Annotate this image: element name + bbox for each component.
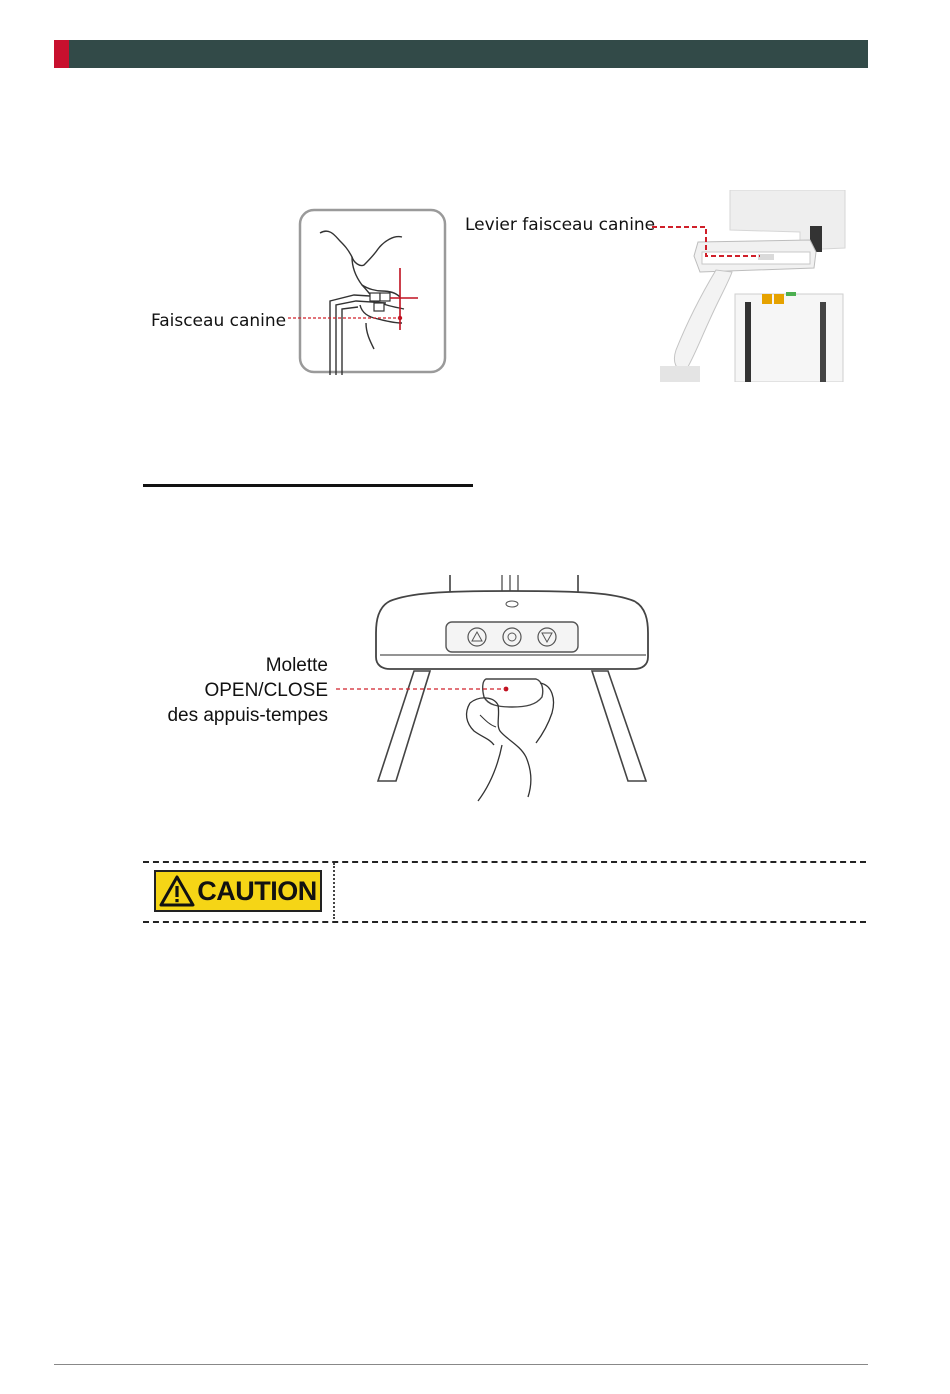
knob-label-line-3: des appuis-tempes <box>167 705 328 726</box>
canine-beam-lever-photo <box>660 190 850 382</box>
temple-support-knob-label <box>140 653 328 728</box>
face-profile-illustration <box>290 205 450 377</box>
warning-triangle-icon <box>159 875 195 907</box>
temple-support-knob-leader-line <box>336 683 508 695</box>
knob-label-line-2: OPEN/CLOSE <box>204 680 328 701</box>
caution-badge <box>154 870 322 912</box>
header-accent <box>54 40 69 68</box>
caution-divider <box>333 863 335 919</box>
canine-beam-leader-line <box>288 312 403 324</box>
canine-beam-lever-leader-line <box>652 220 664 234</box>
caution-label: CAUTION <box>197 875 317 906</box>
header-bar <box>54 40 868 68</box>
section-heading-underline <box>143 484 473 487</box>
knob-label-line-1: Molette <box>265 655 328 676</box>
canine-beam-label: Faisceau canine <box>151 311 287 331</box>
canine-beam-lever-label: Levier faisceau canine <box>465 215 656 235</box>
footer-rule <box>54 1364 868 1365</box>
